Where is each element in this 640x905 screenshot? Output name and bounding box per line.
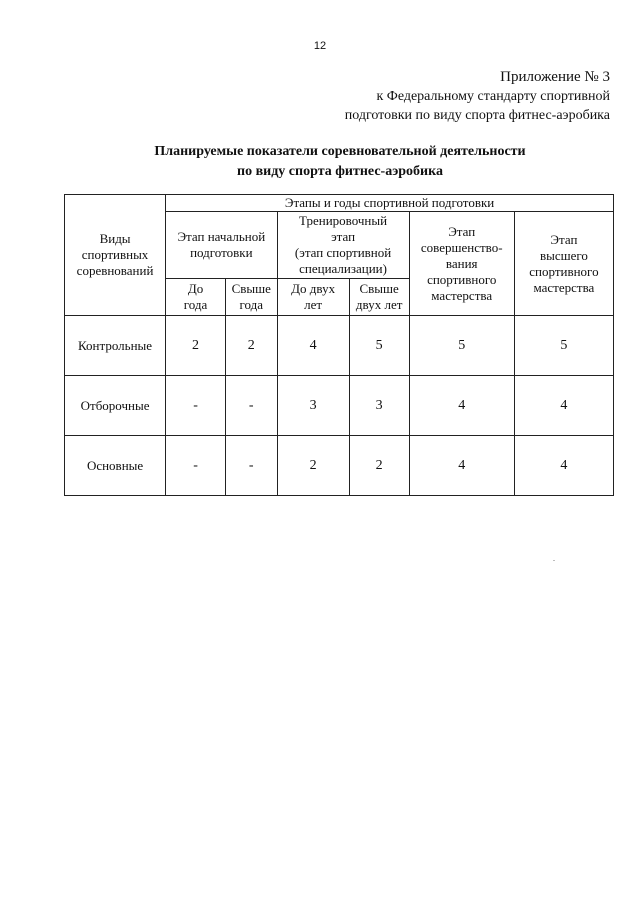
value-cell: 4 — [409, 436, 514, 496]
value-cell: 4 — [409, 376, 514, 436]
appendix-standard-line: к Федеральному стандарту спортивной — [376, 89, 610, 104]
value-cell: 4 — [514, 376, 613, 436]
value-cell: 2 — [225, 316, 277, 376]
table-row — [65, 376, 614, 436]
document-title-line-1: Планируемые показатели соревновательной деятельности — [154, 144, 526, 159]
stage-highest-header: Этап высшего спортивного мастерства — [514, 212, 613, 316]
value-cell: 3 — [349, 376, 409, 436]
initial-over-year-header: Свыше года — [225, 279, 277, 316]
competition-kind-cell: Контрольные — [65, 316, 166, 376]
value-cell: - — [166, 436, 226, 496]
value-cell: 4 — [514, 436, 613, 496]
appendix-reference — [190, 68, 610, 125]
table-row — [65, 436, 614, 496]
appendix-number-line: Приложение № 3 — [500, 69, 610, 85]
document-title-line-2: по виду спорта фитнес-аэробика — [237, 164, 443, 179]
value-cell: 2 — [166, 316, 226, 376]
stage-improvement-header: Этап совершенство- вания спортивного мастерства — [409, 212, 514, 316]
initial-up-to-year-header: До года — [166, 279, 226, 316]
document-title — [0, 142, 640, 182]
value-cell: - — [225, 436, 277, 496]
appendix-sport-line: подготовки по виду спорта фитнес-аэробика — [344, 108, 610, 123]
page-number: 12 — [313, 40, 327, 52]
training-up-to-two-years-header: До двух лет — [277, 279, 349, 316]
competition-kind-header: Виды спортивных соревнований — [65, 195, 166, 316]
value-cell: 2 — [349, 436, 409, 496]
competition-kind-cell: Отборочные — [65, 376, 166, 436]
value-cell: 5 — [409, 316, 514, 376]
table-header-row-1 — [65, 195, 614, 212]
value-cell: 5 — [514, 316, 613, 376]
stage-initial-header: Этап начальной подготовки — [166, 212, 277, 279]
value-cell: 2 — [277, 436, 349, 496]
value-cell: - — [166, 376, 226, 436]
value-cell: 3 — [277, 376, 349, 436]
value-cell: 5 — [349, 316, 409, 376]
training-over-two-years-header: Свыше двух лет — [349, 279, 409, 316]
value-cell: 4 — [277, 316, 349, 376]
stages-group-header: Этапы и годы спортивной подготовки — [166, 195, 614, 212]
scan-speck — [553, 560, 555, 561]
competition-kind-cell: Основные — [65, 436, 166, 496]
table-row — [65, 316, 614, 376]
stage-training-header: Тренировочный этап (этап спортивной специализации) — [277, 212, 409, 279]
value-cell: - — [225, 376, 277, 436]
competition-indicators-table — [64, 194, 614, 496]
